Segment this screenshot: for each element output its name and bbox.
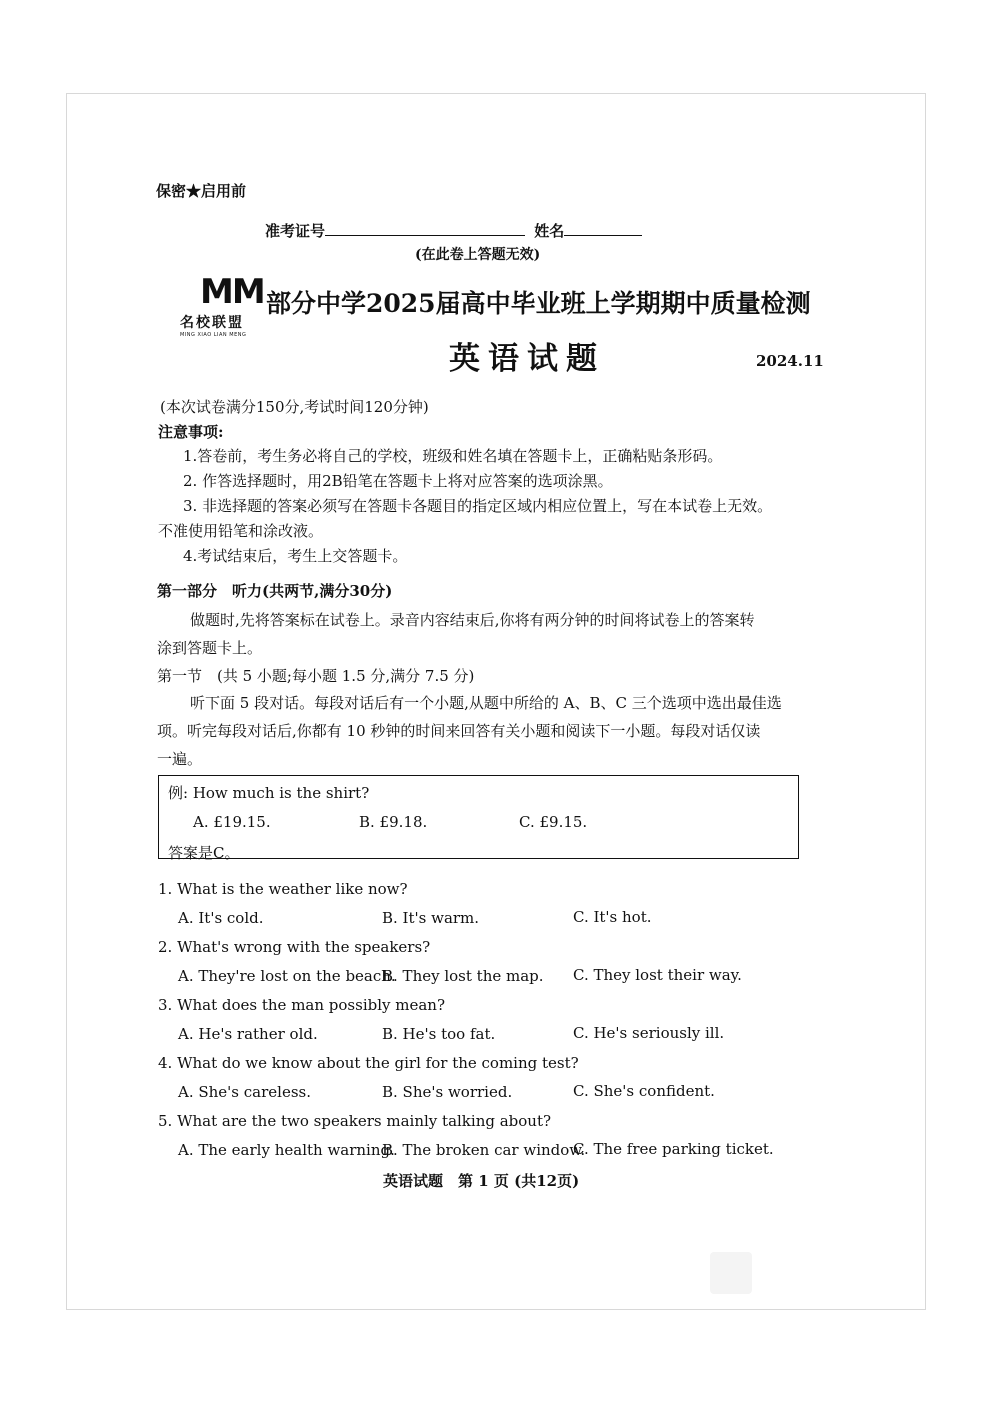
option-a: A. It's cold. [178, 909, 264, 927]
notice-heading: 注意事项: [158, 423, 224, 441]
exam-date: 2024.11 [756, 352, 824, 370]
notice-item: 2. 作答选择题时，用2B铅笔在答题卡上将对应答案的选项涂黑。 [183, 472, 613, 490]
question-stem: 3. What does the man possibly mean? [158, 996, 446, 1014]
section1-title: 第一节 (共 5 小题;每小题 1.5 分,满分 7.5 分) [157, 667, 475, 685]
option-b: B. It's warm. [382, 909, 480, 927]
exam-subtitle: 英语试题 [449, 341, 605, 377]
exam-title: 部分中学2025届高中毕业班上学期期中质量检测 [266, 289, 811, 318]
confidential-label: 保密★启用前 [156, 182, 247, 200]
candidate-number-blank [325, 221, 525, 236]
name-blank [564, 221, 642, 236]
question-stem: 5. What are the two speakers mainly talking about? [158, 1112, 552, 1130]
option-c: C. The free parking ticket. [573, 1140, 774, 1158]
logo-text: 名校联盟 [180, 315, 244, 331]
full-score-note: (本次试卷满分150分,考试时间120分钟) [160, 398, 429, 416]
candidate-info-line [265, 220, 642, 241]
example-option-a: A. £19.15. [193, 813, 271, 831]
option-a: A. He's rather old. [178, 1025, 318, 1043]
section1-description: 项。听完每段对话后,你都有 10 秒钟的时间来回答有关小题和阅读下一小题。每段对话仅读 [157, 722, 761, 740]
part1-description: 涂到答题卡上。 [157, 639, 263, 657]
part1-description: 做题时,先将答案标在试卷上。录音内容结束后,你将有两分钟的时间将试卷上的答案转 [190, 611, 755, 629]
candidate-number-label: 准考证号 [265, 222, 326, 240]
logo-pinyin: MING XIAO LIAN MENG [180, 332, 247, 338]
option-c: C. It's hot. [573, 908, 652, 926]
page-footer: 英语试题 第 1 页 (共12页) [383, 1172, 580, 1190]
notice-item: 1.答卷前，考生务必将自己的学校，班级和姓名填在答题卡上，正确粘贴条形码。 [183, 447, 723, 465]
logo-mark: MM [200, 272, 264, 312]
school-alliance-logo [178, 272, 264, 342]
option-c: C. They lost their way. [573, 966, 742, 984]
section1-description: 听下面 5 段对话。每段对话后有一个小题,从题中所给的 A、B、C 三个选项中选出最佳选 [190, 694, 782, 712]
notice-item: 4.考试结束后，考生上交答题卡。 [183, 547, 408, 565]
question-stem: 2. What's wrong with the speakers? [158, 938, 431, 956]
question-stem: 1. What is the weather like now? [158, 880, 408, 898]
question-stem: 4. What do we know about the girl for the coming test? [158, 1054, 579, 1072]
example-option-b: B. £9.18. [359, 813, 428, 831]
option-c: C. He's seriously ill. [573, 1024, 725, 1042]
name-label: 姓名 [534, 222, 565, 240]
example-option-c: C. £9.15. [519, 813, 588, 831]
example-question: 例: How much is the shirt? [168, 784, 370, 802]
example-answer: 答案是C。 [168, 844, 240, 862]
option-a: A. She's careless. [178, 1083, 312, 1101]
option-b: B. They lost the map. [382, 967, 544, 985]
part1-title: 第一部分 听力(共两节,满分30分) [157, 582, 393, 600]
section1-description: 一遍。 [157, 750, 203, 768]
example-box [158, 775, 799, 862]
option-a: A. The early health warning. [178, 1141, 395, 1159]
notice-item: 不准使用铅笔和涂改液。 [158, 522, 324, 540]
faint-watermark [710, 1252, 752, 1294]
option-a: A. They're lost on the beach. [178, 967, 396, 985]
option-b: B. The broken car window. [382, 1141, 586, 1159]
invalid-note: (在此卷上答题无效) [415, 247, 541, 263]
option-b: B. He's too fat. [382, 1025, 496, 1043]
option-c: C. She's confident. [573, 1082, 715, 1100]
option-b: B. She's worried. [382, 1083, 513, 1101]
notice-item: 3. 非选择题的答案必须写在答题卡各题目的指定区域内相应位置上，写在本试卷上无效。 [183, 497, 773, 515]
